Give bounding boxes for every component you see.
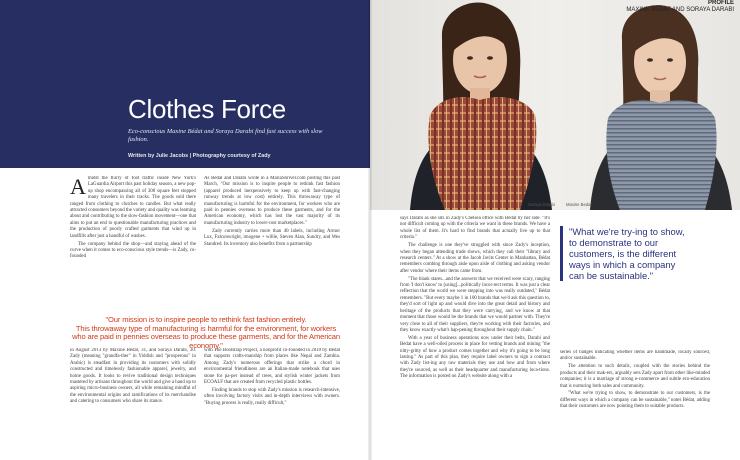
paragraph: Amidst the flurry of foot traffic inside New York's LaGuardia Airport this past holiday season, a new pop-up shop encompassing all of 300 square feet stopped many travelers in their tracks. The goods sold there ranged from clothing to clutches to candles. But what really attracted consumers beyond the variety and quality was learning about and contributing to the slow-fashion movement—one that aims to put an end to questionable manufacturing practices and the production of poorly crafted garments that wind up in landfills after just a handful of washes. (70, 176, 196, 239)
column-3 (400, 216, 550, 454)
portrait-photo (370, 0, 740, 210)
column-2-top (204, 176, 340, 310)
paragraph: with The Bootstrap Project, a nonprofit co-founded in 2010 by Bédat that supports crafts-manship from places like Nepal and Zambia. Among Zady's numerous offerings that strike a chord in environmental friendliness are an Italian-made notebook that uses stone for pa-per instead of trees, and stylish winter jackets from ECOALF that are created from recycled plastic bottles. (204, 348, 340, 386)
paragraph: says Darabi as she sits in Zady's Chelsea office with Bédat by her side. "It's not difficult coming up with the criteria we want in these brands. We have a whole list of them. It's hard to find brands that actually live up to that criteria." (400, 216, 550, 241)
column-2-bottom (204, 348, 340, 454)
section-label: PROFILE (707, 0, 734, 6)
paragraph: With a year of business operations now under their belts, Darabi and Bédat have a well-oiled process in place for vetting brands and mining "the nitty-gritty of how a product comes together and why it's going to be long lasting." As part of this plan, they require label owners to sign a contract with Zady list-ing any raw materials they use and how and from where they're sourced, as well as their headquarter and manufacturing loca-tions. The information is posted on Zady's website along with a (400, 335, 550, 380)
column-1-bottom (70, 348, 196, 454)
pull-quote (70, 316, 342, 350)
side-pull-quote: "What we're try-ing to show, to demonstrate to our customers, is the different ways in which a company can be sustainable." (560, 226, 687, 281)
article-title: Clothes Force (128, 94, 286, 124)
caption-left: Soraya Darabi (528, 202, 555, 207)
paragraph: As Bédat and Darabi wrote in a MariaShriver.com posting this past March, "Our mission is to inspire people to rethink fast fashion (apparel produced inexpensively to keep up with fast-changing runway trends at low cost) entirely. This throwaway type of manufacturing is harmful for the environment, for workers who are paid in pennies overseas to produce these garments, and for the American economy, which has lost the vast majority of its manufacturing industry to lower-cost marketplaces." (204, 176, 340, 226)
page-gutter (368, 0, 372, 460)
paragraph: The company behind the shop—and staying ahead of the curve when it comes to eco-conscious style trends—is Zady, co-founded (70, 241, 196, 260)
paragraph: Finding brands to stop with Zady's mission is research-intensive, often involving factory visits and in-depth interviews with owners. "Buying process is really, really difficult," (204, 387, 340, 406)
subject-names: MAXINE BÉDAT AND SORAYA DARABI (626, 6, 734, 13)
pull-quote-rest: This throwaway type of manufacturing is harmful for the environment, for workers who are paid in pennies overseas to produce these garments, and for the American economy." (72, 323, 340, 350)
title-banner (0, 0, 370, 168)
caption-right: Maxine Bedat (566, 202, 592, 207)
paragraph: The attention to such details, coupled with the stories behind the products and their mak-ers, arguably sets Zady apart from other like-minded companies; it is a marriage of strong e-commerce and subtle eco-education that is nurturing both sales and community. (560, 364, 710, 389)
pull-quote-lead: "Our mission is to inspire people to rethink fast fashion entirely. (105, 315, 307, 324)
column-1-top (70, 176, 196, 310)
paragraph: Zady currently carries more than 40 labels, including Armor Lux, Falconwright, imogene + willie, Steven Alan, Sundry, and Wes Standred. Its inventory also benefits from a partnership (204, 228, 340, 247)
section-header (626, 0, 734, 13)
paragraph: "The blank stares...and the answers that we received were scary, ranging from 'I don't know' to [using]...politically incor-rect terms. It was just a clear reflection that the world we were stepping into was really outdated," Bédat remembers. "But every maybe 1 in 100 brands that we'd ask this question to, they'd sort of light up and would dive into the great detail and history and heritage of the products that they were carrying, and we know at that moment that those would be the brands that we would partner with. They're very close to all of their suppliers, they're working with their factories, and they know exactly what's hap-pening throughout their supply chain." (400, 276, 550, 333)
paragraph: "What we're trying to show, to demonstrate to our customers, is the different ways in which a company can be sustainable," notes Bédat, adding that their customers are now pointing them to suitable products. (560, 391, 710, 410)
paragraph: in August 2013 by Maxine Bédat, 31, and Soraya Darabi, 30. Zady (meaning "grandfa-ther" in Yiddish and "prosperous" in Arabic) is steadfast in providing its customers with solidly constructed and timelessly fashionable apparel, jewelry, and home goods. It looks to revive traditional design techniques mastered by artisans throughout the world and give a hand up to aspiring micro-business owners, all while remaining mindful of the environmental origins and ramifications of its merchandise and catering to consumers who share its stance. (70, 348, 196, 405)
paragraph: The challenge is one they've struggled with since Zady's inception, when they began attending trade shows, which they call their "library and research centers." At a show at the Jacob Javits Center in Manhattan, Bédat remembers combing through aisle upon aisle of clothing and asking vendor after vendor where their items came from. (400, 243, 550, 274)
paragraph: series of badges indicating whether items are handmade, locally sourced, and/or sustainable. (560, 350, 710, 362)
portrait-illustration (370, 0, 740, 210)
article-byline: Written by Julie Jacobs | Photography courtesy of Zady (128, 153, 271, 159)
column-4 (560, 350, 710, 454)
article-deck: Eco-conscious Maxine Bédat and Soraya Darabi find fast success with slow fashion. (128, 128, 323, 143)
drop-cap: A (70, 176, 86, 199)
